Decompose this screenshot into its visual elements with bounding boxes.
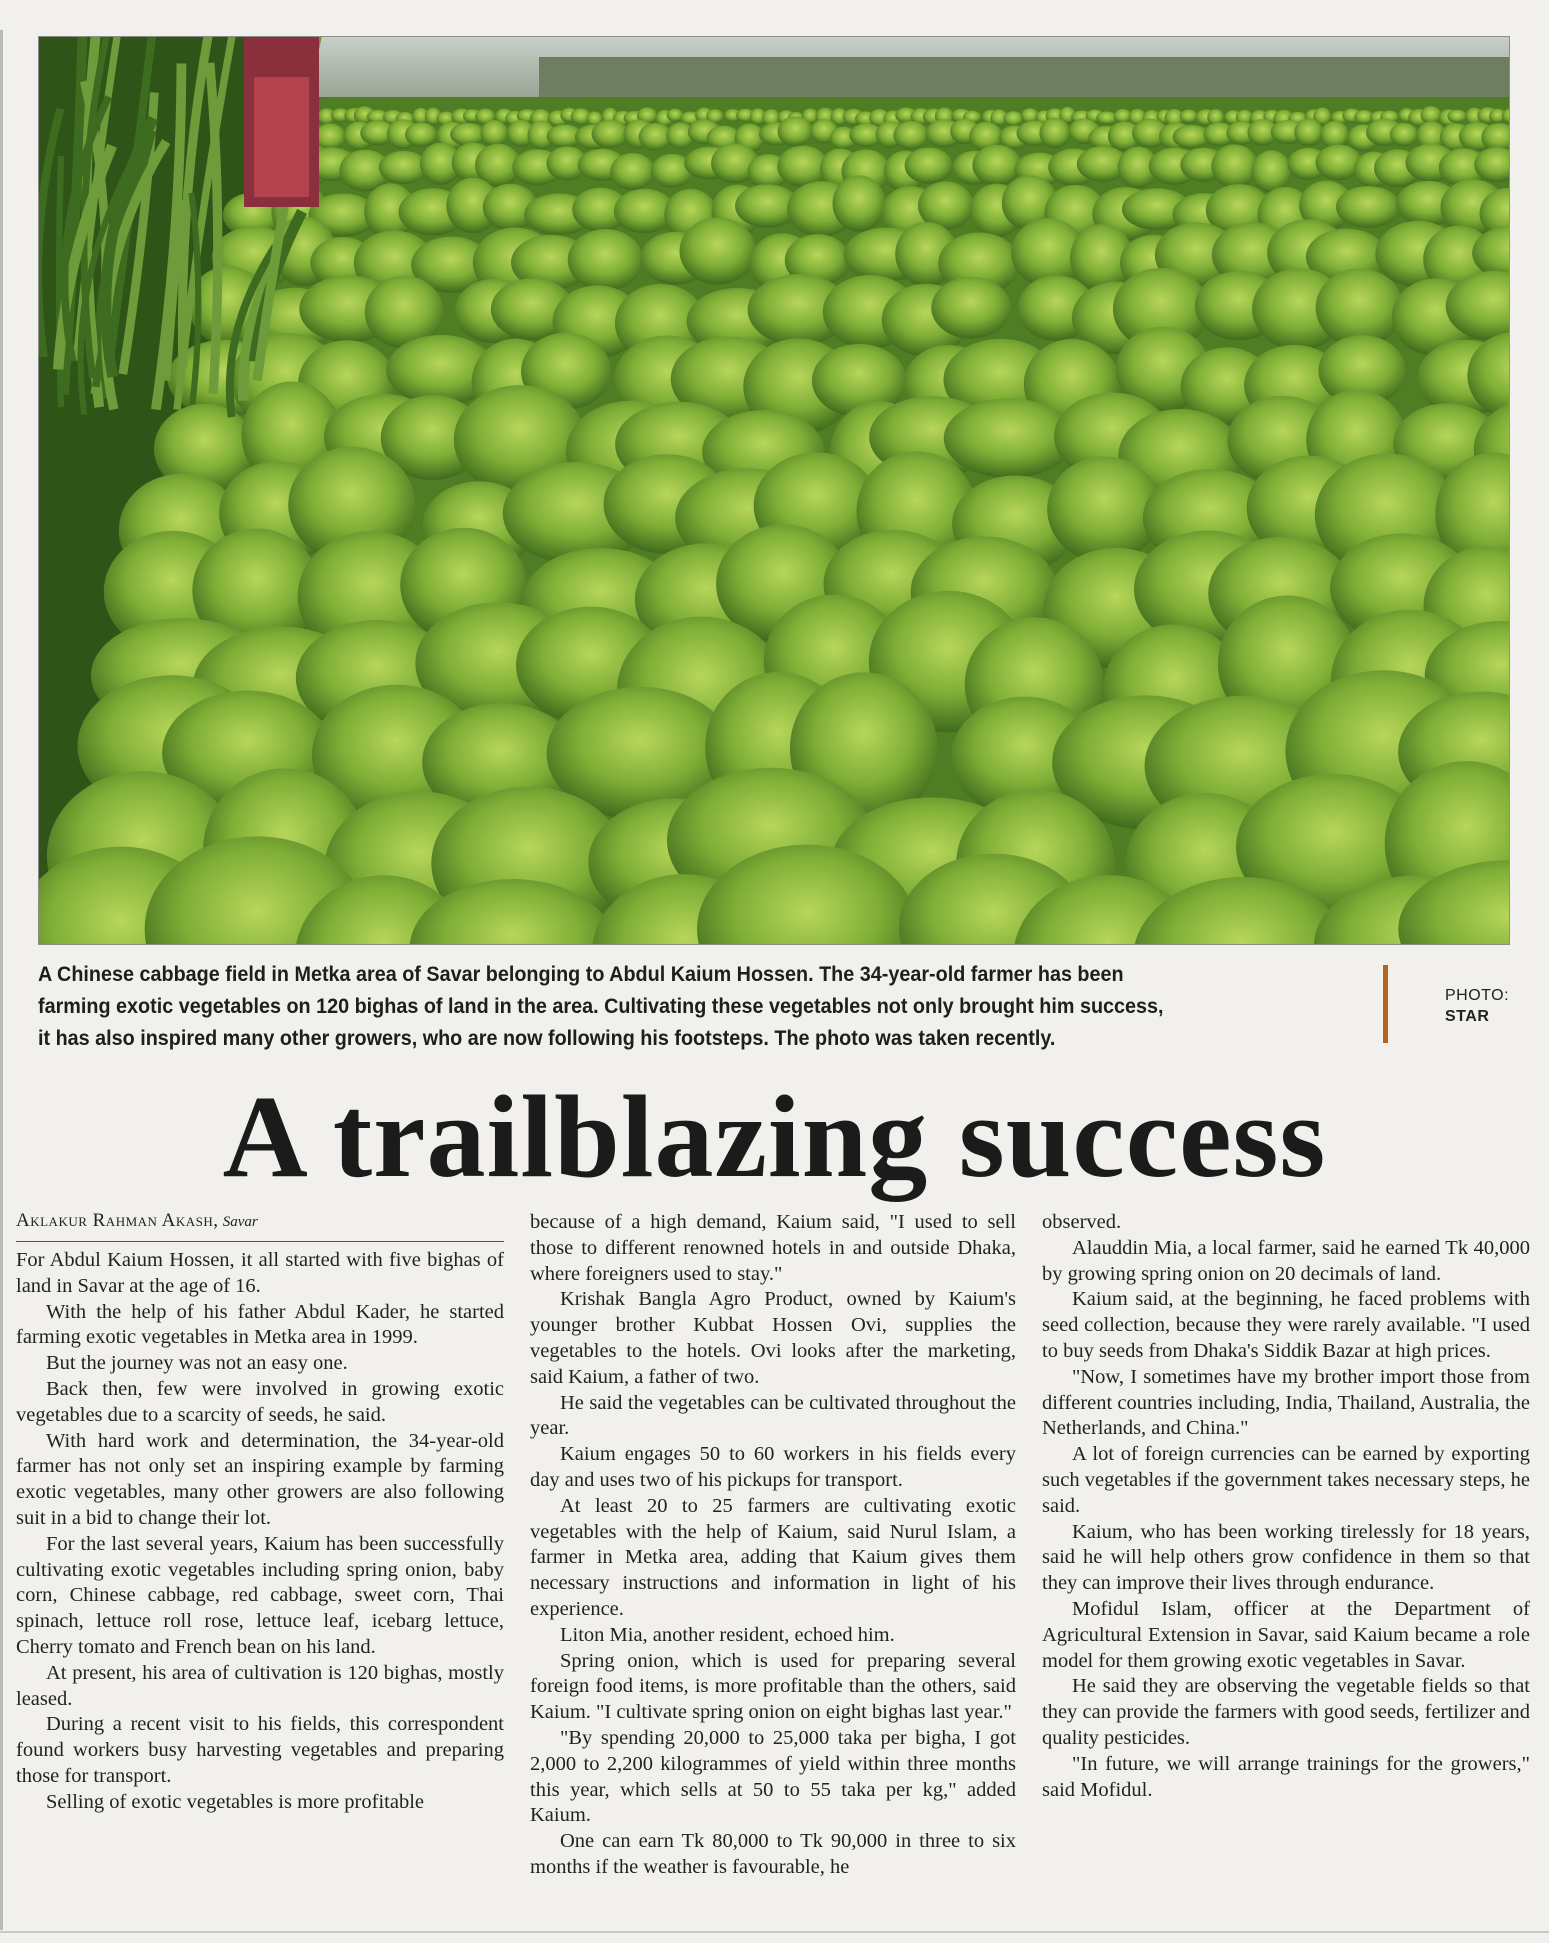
article-paragraph: observed. xyxy=(1042,1211,1122,1233)
article-paragraph: Mofidul Islam, officer at the Department of Agricultural Extension in Savar, said Kaium became a role model for them growing exotic vegetables in Savar. xyxy=(1042,1597,1530,1672)
byline xyxy=(16,1210,504,1242)
article-column-1 xyxy=(16,1210,504,1816)
byline-author: Aklakur Rahman Akash, xyxy=(16,1210,219,1231)
article-paragraph: Alauddin Mia, a local farmer, said he earned Tk 40,000 by growing spring onion on 20 decimals of land. xyxy=(1042,1236,1530,1285)
article-paragraph: Spring onion, which is used for preparing several foreign food items, is more profitable than the others, said Kaium. "I cultivate spring onion on eight bighas last year." xyxy=(530,1649,1016,1724)
headline: A trailblazing success xyxy=(222,1071,1327,1202)
article-paragraph: Kaium engages 50 to 60 workers in his fields every day and uses two of his pickups for transport. xyxy=(530,1443,1016,1491)
photo-credit-bar xyxy=(1383,965,1388,1043)
article-paragraph: "By spending 20,000 to 25,000 taka per bigha, I got 2,000 to 2,200 kilogrammes of yield within three months this year, which sells at 50 to 55 taka per kg," added Kaium. xyxy=(530,1726,1016,1827)
article-paragraph: Back then, few were involved in growing exotic vegetables due to a scarcity of seeds, he said. xyxy=(16,1377,504,1426)
article-paragraph: Liton Mia, another resident, echoed him. xyxy=(560,1623,895,1646)
article-paragraph: For Abdul Kaium Hossen, it all started with five bighas of land in Savar at the age of 16. xyxy=(16,1249,504,1297)
article-paragraph: because of a high demand, Kaium said, "I used to sell those to different renowned hotels in and outside Dhaka, where foreigners used to stay." xyxy=(530,1211,1016,1285)
page-edge-left xyxy=(0,30,3,1930)
article-paragraph: Selling of exotic vegetables is more profitable xyxy=(46,1790,424,1813)
article-paragraph: With the help of his father Abdul Kader, he started farming exotic vegetables in Metka area in 1999. xyxy=(16,1300,504,1349)
article-paragraph: Krishak Bangla Agro Product, owned by Kaium's younger brother Kubbat Hossen Ovi, supplies the vegetables to the hotels. Ovi looks after the marketing, said Kaium, a father of two. xyxy=(530,1288,1016,1388)
article-paragraph: With hard work and determination, the 34-year-old farmer has not only set an inspiring example by farming exotic vegetables, many other growers are also following suit in a bid to change their lot. xyxy=(16,1429,504,1529)
article-column-3 xyxy=(1042,1210,1530,1803)
article-column-2 xyxy=(530,1210,1016,1881)
page-edge-bottom xyxy=(0,1931,1549,1933)
article-paragraph: For the last several years, Kaium has been successfully cultivating exotic vegetables including spring onion, baby corn, Chinese cabbage, red cabbage, sweet corn, Thai spinach, lettuce roll rose, lettuce leaf, icebarg lettuce, Cherry tomato and French bean on his land. xyxy=(16,1532,504,1658)
photo-caption: A Chinese cabbage field in Metka area of Savar belonging to Abdul Kaium Hossen. The 34-year-old farmer has been farming exotic vegetables on 120 bighas of land in the area. Cultivating these vegetables not only brought him success, it has also inspired many other growers, who are now following his footsteps. The photo was taken recently. xyxy=(38,962,1164,1050)
photo-credit-label: PHOTO: xyxy=(1445,987,1510,1004)
article-paragraph: One can earn Tk 80,000 to Tk 90,000 in three to six months if the weather is favourable, he xyxy=(530,1830,1016,1878)
article-paragraph: "Now, I sometimes have my brother import those from different countries including, India, Thailand, Australia, the Netherlands, and China." xyxy=(1042,1365,1530,1440)
article-paragraph: He said the vegetables can be cultivated throughout the year. xyxy=(530,1391,1016,1440)
lettuce-field-photo-icon xyxy=(38,36,1510,945)
article-paragraph: A lot of foreign currencies can be earned by exporting such vegetables if the government takes necessary steps, he said. xyxy=(1042,1443,1530,1517)
article-paragraph: Kaium said, at the beginning, he faced problems with seed collection, because they were rarely available. "I used to buy seeds from Dhaka's Siddik Bazar at high prices. xyxy=(1042,1288,1530,1362)
article-paragraph: But the journey was not an easy one. xyxy=(46,1352,348,1375)
photo-credit-source: STAR xyxy=(1445,1008,1490,1025)
article-paragraph: He said they are observing the vegetable fields so that they can provide the farmers with good seeds, fertilizer and quality pesticides. xyxy=(1042,1675,1530,1749)
article-paragraph: Kaium, who has been working tirelessly for 18 years, said he will help others grow confidence in them so that they can improve their lives through endurance. xyxy=(1042,1520,1530,1595)
byline-location: Savar xyxy=(222,1214,258,1230)
article-paragraph: During a recent visit to his fields, this correspondent found workers busy harvesting vegetables and preparing those for transport. xyxy=(16,1713,504,1787)
photo-credit xyxy=(1445,985,1509,1027)
article-paragraph: "In future, we will arrange trainings for the growers," said Mofidul. xyxy=(1042,1752,1530,1801)
article-paragraph: At least 20 to 25 farmers are cultivating exotic vegetables with the help of Kaium, said Nurul Islam, a farmer in Metka area, adding that Kaium gives them necessary instructions and information in light of his experience. xyxy=(530,1494,1016,1620)
article-paragraph: At present, his area of cultivation is 120 bighas, mostly leased. xyxy=(16,1661,504,1710)
